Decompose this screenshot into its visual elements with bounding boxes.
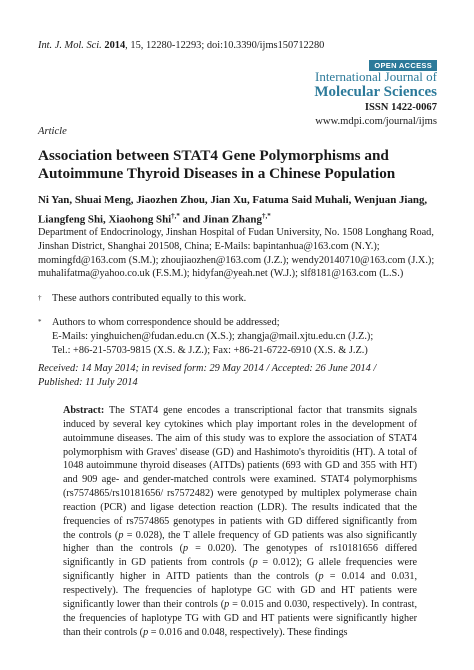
p-value-var: p [224,598,230,610]
affiliation-line: muhalifatma@yahoo.co.uk (F.S.M.); hidyfan@yeah.net (W.J.); slf8181@163.com (L.S.) [38,268,404,280]
affiliation-line: momingfd@163.com (S.M.); zhoujiaozhen@163.com (J.Z.); wendy20140710@163.com (J.X.); [38,254,435,266]
citation-rest: , 15, 12280-12293; doi:10.3390/ijms150712280 [125,40,325,51]
correspondence-line-1: Authors to whom correspondence should be addressed; [52,317,280,328]
citation-journal: Int. J. Mol. Sci. [38,40,102,51]
abstract-text: = 0.014 and 0.031, respectively). The frequencies of haplotype GC with GD and HT patients were significantly lower than their controls ( [63,571,417,610]
p-value-var: p [118,529,124,541]
authors-line-1: Ni Yan, Shuai Meng, Jiaozhen Zhou, Jian Xu, Fatuma Said Muhali, Wenjuan Jiang, [38,194,428,206]
correspondence-line-3: Tel.: +86-21-5703-9815 (X.S. & J.Z.); Fax: +86-21-6722-6910 (X.S. & J.Z.) [52,344,368,356]
open-access-badge: OPEN ACCESS [369,60,437,71]
article-type-label: Article [38,126,67,137]
asterisk-symbol: * [38,318,42,326]
abstract-label: Abstract: [63,405,105,416]
abstract-text: = 0.016 and 0.048, respectively). These findings [148,626,348,638]
author-footnote-marker-2: †,* [261,212,271,220]
p-value-var: p [252,557,258,569]
equal-contribution-text: These authors contributed equally to this work. [52,293,247,304]
abstract-text: = 0.015 and 0.030, respectively). In contrast, the frequencies of haplotype TG with GD and HT patients were significantly higher than their controls ( [63,598,417,638]
abstract-text: = 0.012); G allele frequencies were significantly higher in AITD patients than the controls ( [63,557,417,583]
dagger-symbol: † [38,294,42,302]
equal-contribution-note [38,292,246,306]
dates-line-2: Published: 11 July 2014 [38,376,138,388]
author-footnote-marker: †,* [171,212,180,220]
journal-url[interactable]: www.mdpi.com/journal/ijms [315,116,437,127]
affiliation-line: Department of Endocrinology, Jinshan Hospital of Fudan University, No. 1508 Longhang Road, [38,227,434,238]
affiliation [38,226,438,281]
abstract-text: = 0.020). The genotypes of rs10181656 differed significantly in GD patients from controls ( [63,543,417,569]
journal-name-line2: Molecular Sciences [314,84,437,100]
title-line-2: Autoimmune Thyroid Diseases in a Chinese Population [38,164,396,182]
affiliation-line: Jinshan District, Shanghai 201508, China; E-Mails: bapintanhua@163.com (N.Y.); [38,240,380,252]
title-line-1: Association between STAT4 Gene Polymorphisms and [38,147,389,164]
citation-line [38,40,324,51]
p-value-var: p [318,571,324,583]
authors-line-2b: and Jinan Zhang [179,213,262,226]
authors-line-2a: Liangfeng Shi, Xiaohong Shi [38,213,172,226]
p-value-var: p [143,626,149,638]
abstract-text: = 0.028), the T allele frequency of GD patients was also significantly higher than the controls ( [63,529,417,555]
author-list [38,192,438,228]
dates-line-1: Received: 14 May 2014; in revised form: 29 May 2014 / Accepted: 26 June 2014 / [38,363,377,374]
correspondence-note [38,316,448,357]
authors-line-2 [38,208,438,228]
correspondence-line-2: E-Mails: yinghuichen@fudan.edu.cn (X.S.); zhangja@mail.xjtu.edu.cn (J.Z.); [52,330,374,342]
p-value-var: p [183,543,189,555]
journal-issn: ISSN 1422-0067 [364,102,437,113]
abstract [63,404,417,639]
publication-dates [38,362,438,390]
paper-title [38,147,438,182]
abstract-text: The STAT4 gene encodes a transcriptional factor that transmits signals induced by several key cytokines which play important roles in the development of autoimmune diseases. The aim of this study was to explore the association of STAT4 polymorphism with Graves' disease (GD) and Hashimoto's thyroiditis (HT). A total of 1048 autoimmune thyroid diseases (AITDs) patients (693 with GD and 355 with HT) and 909 age- and gender-matched controls were examined. STAT4 polymorphisms (rs7574865/rs10181656/ rs7572482) were genotyped by multiplex polymerase chain reaction (PCR) and ligase detection reaction (LDR). The results indicated that the frequencies of rs7574865 genotypes in patients with GD differed significantly from the controls ( [63,405,417,541]
journal-name-line1: International Journal of [314,69,437,84]
citation-year: 2014 [104,40,126,51]
